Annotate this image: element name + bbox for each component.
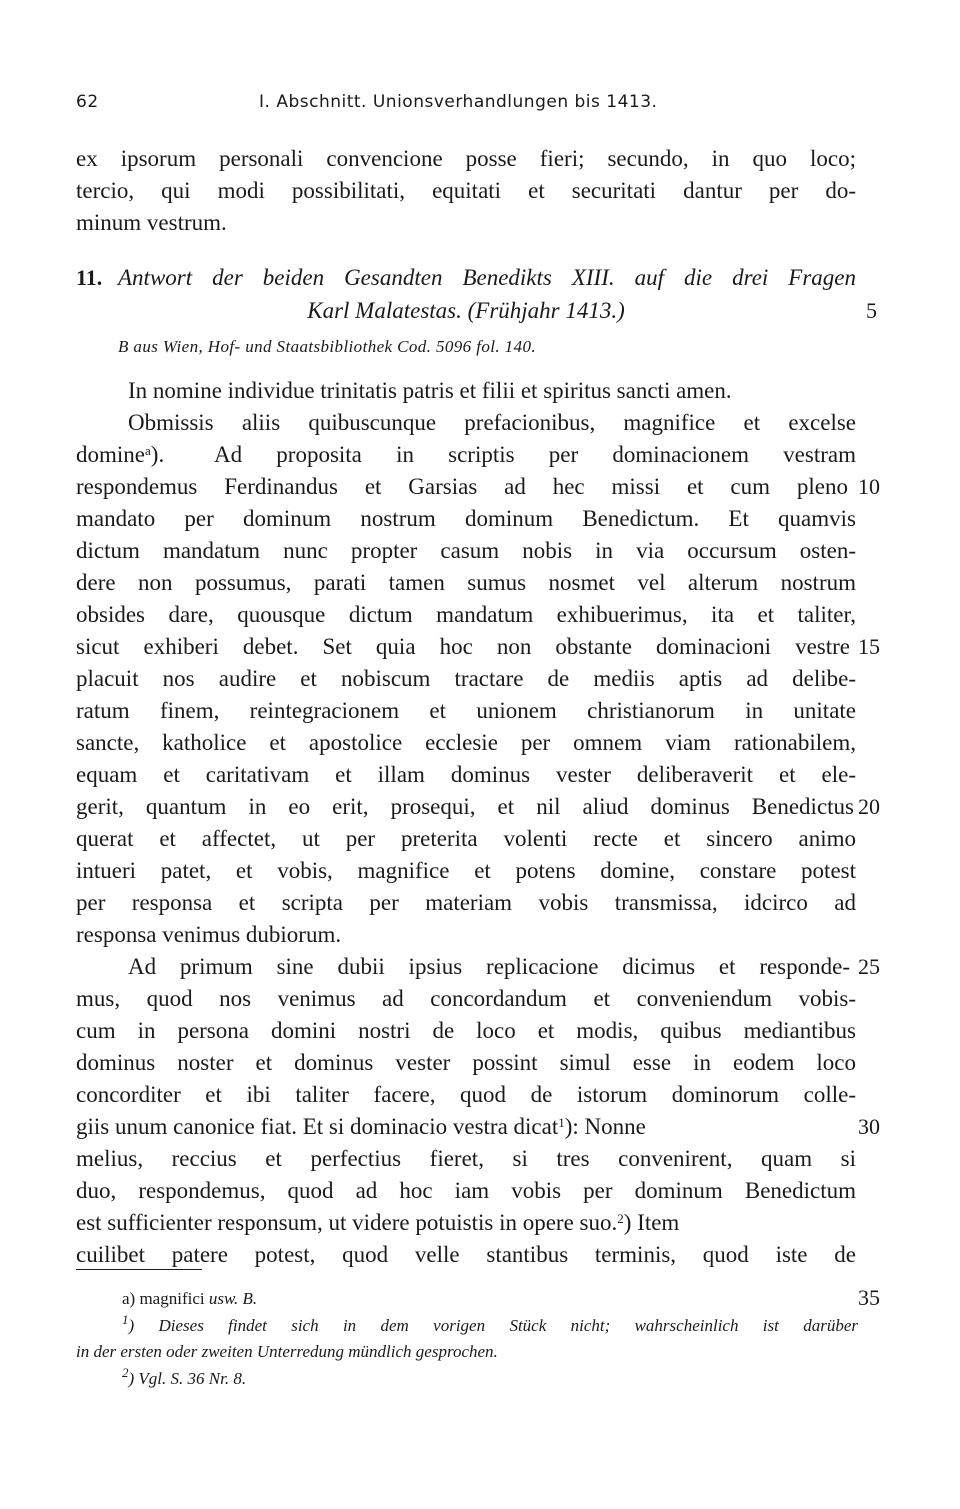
text-line: Obmissis aliis quibuscunque prefacionibus, magnifice et excelse [128, 410, 856, 435]
text-run: est sufficienter responsum, ut videre potuistis in opere suo. [76, 1210, 618, 1235]
line-number: 20 [858, 794, 880, 819]
footnote-2-text: ) Vgl. S. 36 Nr. 8. [128, 1369, 247, 1388]
text-line: melius, reccius et perfectius fieret, si tres convenirent, quam si [76, 1146, 856, 1171]
text-line [76, 1111, 866, 1143]
line-number: 10 [858, 474, 880, 499]
line-number: 15 [858, 634, 880, 659]
line-number: 25 [858, 954, 880, 979]
footnote-2-mark: 2 [122, 1365, 129, 1380]
text-line: duo, respondemus, quod ad hoc iam vobis per dominum Benedictum [76, 1178, 856, 1203]
line-number: 35 [858, 1285, 880, 1310]
text-run: ) Item [623, 1210, 680, 1235]
text-line: querat et affectet, ut per preterita volenti recte et sincero animo [76, 826, 856, 851]
footnote-1-text: ) Dieses findet sich in dem vorigen Stück nicht; wahrscheinlich ist darüber [128, 1316, 858, 1335]
line-number: 30 [858, 1114, 880, 1139]
text-line: tercio, qui modi possibilitati, equitati et securitati dantur per do- [76, 178, 856, 203]
text-line: gerit, quantum in eo erit, prosequi, et nil aliud dominus Benedictus [76, 794, 854, 819]
text-line: Ad primum sine dubii ipsius replicacione dicimus et responde- [128, 954, 850, 979]
text-line: dominus noster et dominus vester possint simul esse in eodem loco [76, 1050, 856, 1075]
text-line: mus, quod nos venimus ad concordandum et conveniendum vobis- [76, 986, 856, 1011]
footnote-1-mark: 1 [122, 1312, 129, 1327]
footnote-1 [122, 1313, 858, 1339]
footnote-divider [76, 1269, 202, 1270]
text-line: minum vestrum. [76, 210, 227, 235]
text-line: sicut exhiberi debet. Set quia hoc non obstante dominacioni vestre [76, 634, 850, 659]
text-run: ): Nonne [564, 1114, 646, 1139]
page-header [76, 92, 856, 118]
text-line: dere non possumus, parati tamen sumus nosmet vel alterum nostrum [76, 570, 856, 595]
line-number: 5 [866, 298, 877, 323]
text-line: dictum mandatum nunc propter casum nobis in via occursum osten- [76, 538, 856, 563]
footnote-mark-1: 1 [558, 1115, 565, 1130]
text-line: cuilibet patere potest, quod velle stantibus terminis, quod iste de [76, 1242, 856, 1267]
footnote-mark-2: 2 [617, 1211, 624, 1226]
text-line: responsa venimus dubiorum. [76, 922, 342, 947]
word-domine: domine [76, 442, 145, 467]
text-line: per responsa et scripta per materiam vobis transmissa, idcirco ad [76, 890, 856, 915]
footnote-a-note: usw. B. [208, 1289, 258, 1308]
text-line: placuit nos audire et nobiscum tractare de mediis aptis ad delibe- [76, 666, 856, 691]
footnote-1-continued: in der ersten oder zweiten Unterredung mündlich gesprochen. [76, 1342, 498, 1361]
footnote-2 [122, 1366, 246, 1392]
text-line: ratum finem, reintegracionem et unionem christianorum in unitate [76, 698, 856, 723]
page-number: 62 [76, 92, 99, 112]
source-note: B aus Wien, Hof- und Staatsbibliothek Cod. 5096 fol. 140. [118, 337, 537, 356]
text-line [76, 1207, 856, 1239]
text-line: equam et caritativam et illam dominus vester deliberaverit et ele- [76, 762, 856, 787]
text-line: Ad proposita in scriptis per dominacionem vestram [214, 442, 856, 467]
running-head: I. Abschnitt. Unionsverhandlungen bis 1413. [259, 92, 658, 112]
text-line: cum in persona domini nostri de loco et modis, quibus mediantibus [76, 1018, 856, 1043]
text-line-fragment [76, 439, 206, 471]
text-line: obsides dare, quousque dictum mandatum exhibuerimus, ita et taliter, [76, 602, 856, 627]
text-line: intueri patet, et vobis, magnifice et potens domine, constare potest [76, 858, 856, 883]
section-number: 11. [76, 265, 103, 290]
text-run: giis unum canonice fiat. Et si dominacio vestra dicat [76, 1114, 559, 1139]
text-line: In nomine individue trinitatis patris et filii et spiritus sancti amen. [128, 378, 732, 403]
footnote-a-label: a) magnifici [122, 1289, 205, 1308]
text-line: sancte, katholice et apostolice ecclesie per omnem viam rationabilem, [76, 730, 856, 755]
footnote-mark-a: a [145, 443, 151, 458]
text-line: respondemus Ferdinandus et Garsias ad hec missi et cum pleno [76, 474, 848, 499]
text-line: concorditer et ibi taliter facere, quod de istorum dominorum colle- [76, 1082, 856, 1107]
paren-close: ). [150, 442, 165, 467]
footnote-a [122, 1286, 257, 1312]
section-title: Antwort der beiden Gesandten Benedikts XIII. auf die drei Fragen [118, 265, 856, 290]
section-title-continued: Karl Malatestas. (Frühjahr 1413.) [307, 298, 625, 323]
text-line: mandato per dominum nostrum dominum Benedictum. Et quamvis [76, 506, 856, 531]
text-line: ex ipsorum personali convencione posse fieri; secundo, in quo loco; [76, 146, 856, 171]
